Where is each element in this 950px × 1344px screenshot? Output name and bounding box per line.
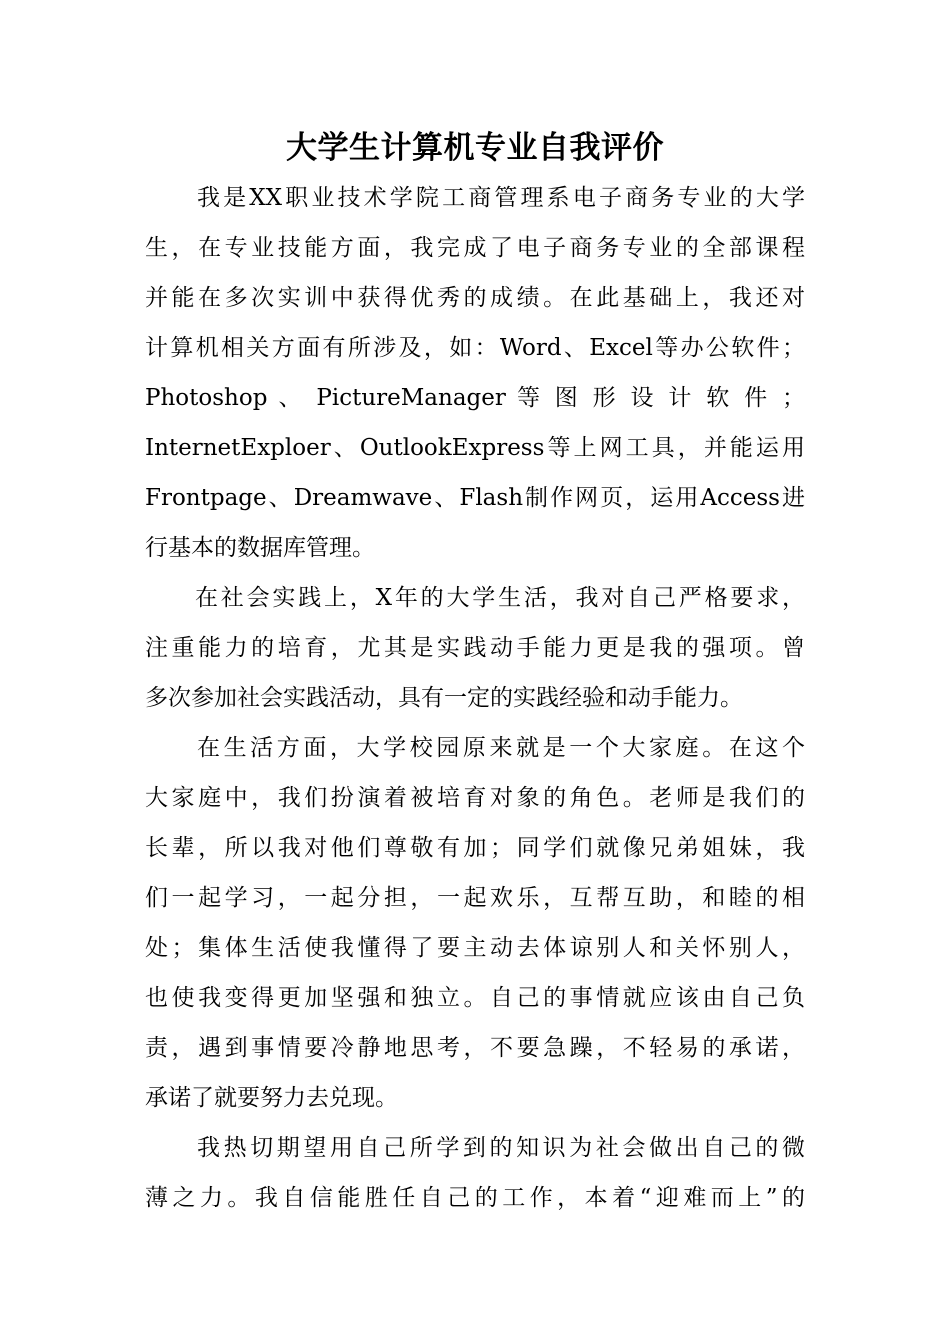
text-line: 我是XX职业技术学院工商管理系电子商务专业的大学: [197, 185, 805, 211]
document-body: [145, 173, 805, 1223]
text-line: 行基本的数据库管理。: [145, 535, 375, 561]
text-line: 生，在专业技能方面，我完成了电子商务专业的全部课程: [145, 235, 805, 261]
text-line: 计算机相关方面有所涉及，如：Word、Excel等办公软件；: [145, 335, 805, 361]
text-line: 注重能力的培育，尤其是实践动手能力更是我的强项。曾: [145, 635, 805, 661]
text-line: 我热切期望用自己所学到的知识为社会做出自己的微: [197, 1135, 805, 1161]
text-line: 长辈，所以我对他们尊敬有加；同学们就像兄弟姐妹，我: [145, 835, 805, 861]
paragraph-2: [145, 573, 805, 723]
text-line: 承诺了就要努力去兑现。: [145, 1085, 398, 1111]
text-line: 薄之力。我自信能胜任自己的工作，本着“迎难而上”的: [145, 1185, 805, 1211]
text-line: 也使我变得更加坚强和独立。自己的事情就应该由自己负: [145, 985, 805, 1011]
text-line: Frontpage、Dreamwave、Flash制作网页，运用Access进: [145, 485, 805, 511]
text-line: 大家庭中，我们扮演着被培育对象的角色。老师是我们的: [145, 785, 805, 811]
text-line: 责，遇到事情要冷静地思考，不要急躁，不轻易的承诺，: [145, 1035, 805, 1061]
paragraph-4: [145, 1123, 805, 1223]
text-line: 们一起学习，一起分担，一起欢乐，互帮互助，和睦的相: [145, 885, 805, 911]
text-line: Photoshop 、 PictureManager 等 图 形 设 计 软 件 ；: [145, 385, 805, 411]
text-line: InternetExploer、OutlookExpress等上网工具，并能运用: [145, 435, 805, 461]
paragraph-3: [145, 723, 805, 1123]
document-title: 大学生计算机专业自我评价: [286, 130, 664, 166]
text-line: 在生活方面，大学校园原来就是一个大家庭。在这个: [197, 735, 805, 761]
text-line: 处；集体生活使我懂得了要主动去体谅别人和关怀别人，: [145, 935, 805, 961]
text-line: 在社会实践上，X年的大学生活，我对自己严格要求，: [195, 585, 805, 611]
text-line: 并能在多次实训中获得优秀的成绩。在此基础上，我还对: [145, 285, 805, 311]
text-line: 多次参加社会实践活动，具有一定的实践经验和动手能力。: [145, 685, 743, 711]
paragraph-1: [145, 173, 805, 573]
